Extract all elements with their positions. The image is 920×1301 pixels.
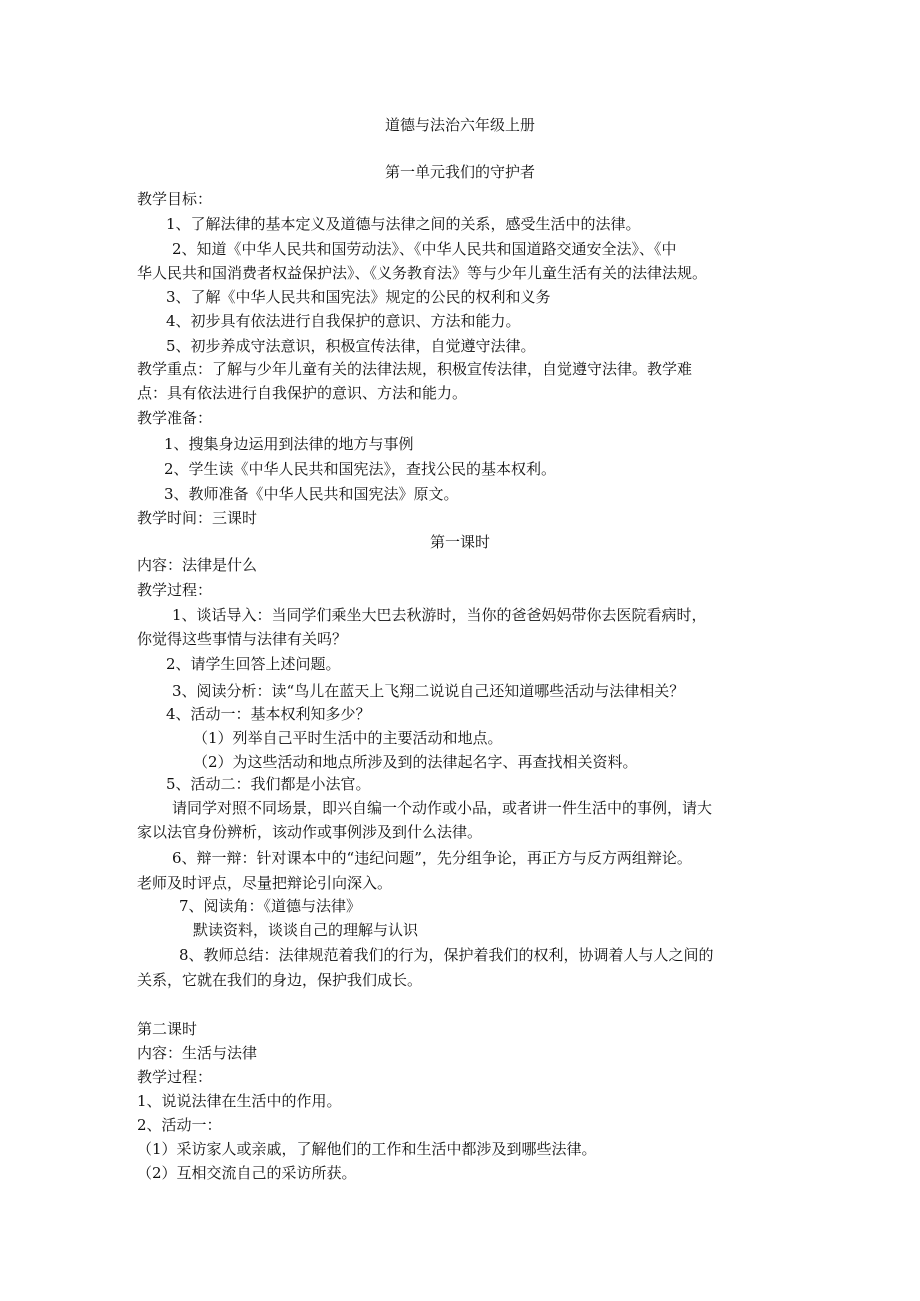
key-points: 点：具有依法进行自我保护的意识、方法和能力。 xyxy=(137,384,468,402)
lesson1-heading: 第一课时 xyxy=(429,533,490,551)
goal-item: 华人民共和国消费者权益保护法》、《义务教育法》等与少年儿童生活有关的法律法规。 xyxy=(137,264,708,282)
lesson1-line: （2）为这些活动和地点所涉及到的法律起名字、再查找相关资料。 xyxy=(193,753,638,771)
lesson1-line: 家以法官身份辨析，该动作或事例涉及到什么法律。 xyxy=(137,823,483,841)
lesson1-line: 关系，它就在我们的身边，保护我们成长。 xyxy=(137,971,423,989)
goal-item: 1、了解法律的基本定义及道德与法律之间的关系，感受生活中的法律。 xyxy=(166,215,641,233)
prep-item: 3、教师准备《中华人民共和国宪法》原文。 xyxy=(164,485,459,503)
lesson1-line: 5、活动二：我们都是小法官。 xyxy=(166,775,371,793)
document-title: 道德与法治六年级上册 xyxy=(384,116,535,134)
lesson2-line: （2）互相交流自己的采访所获。 xyxy=(137,1164,357,1182)
lesson2-line: 2、活动一： xyxy=(137,1116,222,1134)
lesson1-line: 请同学对照不同场景，即兴自编一个动作或小品，或者讲一件生活中的事例，请大 xyxy=(172,799,713,817)
teaching-time: 教学时间：三课时 xyxy=(137,509,258,527)
goal-item: 5、初步养成守法意识，积极宣传法律，自觉遵守法律。 xyxy=(166,337,536,355)
lesson1-line: 你觉得这些事情与法律有关吗？ xyxy=(137,630,348,648)
lesson1-line: （1）列举自己平时生活中的主要活动和地点。 xyxy=(193,729,503,747)
key-points: 教学重点：了解与少年儿童有关的法律法规，积极宣传法律，自觉遵守法律。教学难 xyxy=(137,360,693,378)
lesson2-line: （1）采访家人或亲戚，了解他们的工作和生活中都涉及到哪些法律。 xyxy=(137,1140,597,1158)
lesson2-line: 1、说说法律在生活中的作用。 xyxy=(137,1092,342,1110)
lesson1-line: 3、阅读分析：读“鸟儿在蓝天上飞翔二说说自己还知道哪些活动与法律相关？ xyxy=(172,682,685,700)
lesson2-content: 内容：生活与法律 xyxy=(137,1044,258,1062)
lesson1-line: 2、请学生回答上述问题。 xyxy=(166,655,341,673)
lesson2-heading: 第二课时 xyxy=(137,1020,198,1038)
lesson1-line: 8、教师总结：法律规范着我们的行为，保护着我们的权利，协调着人与人之间的 xyxy=(179,946,714,964)
goal-item: 2、知道《中华人民共和国劳动法》、《中华人民共和国道路交通安全法》、《中 xyxy=(172,240,677,258)
prep-item: 1、搜集身边运用到法律的地方与事例 xyxy=(164,435,414,453)
lesson1-line: 默读资料，谈谈自己的理解与认识 xyxy=(193,921,419,939)
goal-item: 4、初步具有依法进行自我保护的意识、方法和能力。 xyxy=(166,312,521,330)
lesson1-content: 内容：法律是什么 xyxy=(137,556,258,574)
unit-title: 第一单元我们的守护者 xyxy=(384,163,535,181)
lesson1-line: 6、辩一辩：针对课本中的“违纪问题”，先分组争论，再正方与反方两组辩论。 xyxy=(172,849,692,867)
lesson1-process-label: 教学过程： xyxy=(137,581,213,599)
lesson1-line: 1、谈话导入：当同学们乘坐大巴去秋游时，当你的爸爸妈妈带你去医院看病时， xyxy=(172,606,707,624)
prep-label: 教学准备： xyxy=(137,409,213,427)
lesson1-line: 7、阅读角：《道德与法律》 xyxy=(179,897,362,915)
goals-label: 教学目标： xyxy=(137,190,213,208)
lesson1-line: 老师及时评点，尽量把辩论引向深入。 xyxy=(137,874,393,892)
prep-item: 2、学生读《中华人民共和国宪法》，查找公民的基本权利。 xyxy=(164,460,557,478)
goal-item: 3、了解《中华人民共和国宪法》规定的公民的权利和义务 xyxy=(166,288,551,306)
lesson1-line: 4、活动一：基本权利知多少？ xyxy=(166,705,371,723)
lesson2-process-label: 教学过程： xyxy=(137,1068,213,1086)
